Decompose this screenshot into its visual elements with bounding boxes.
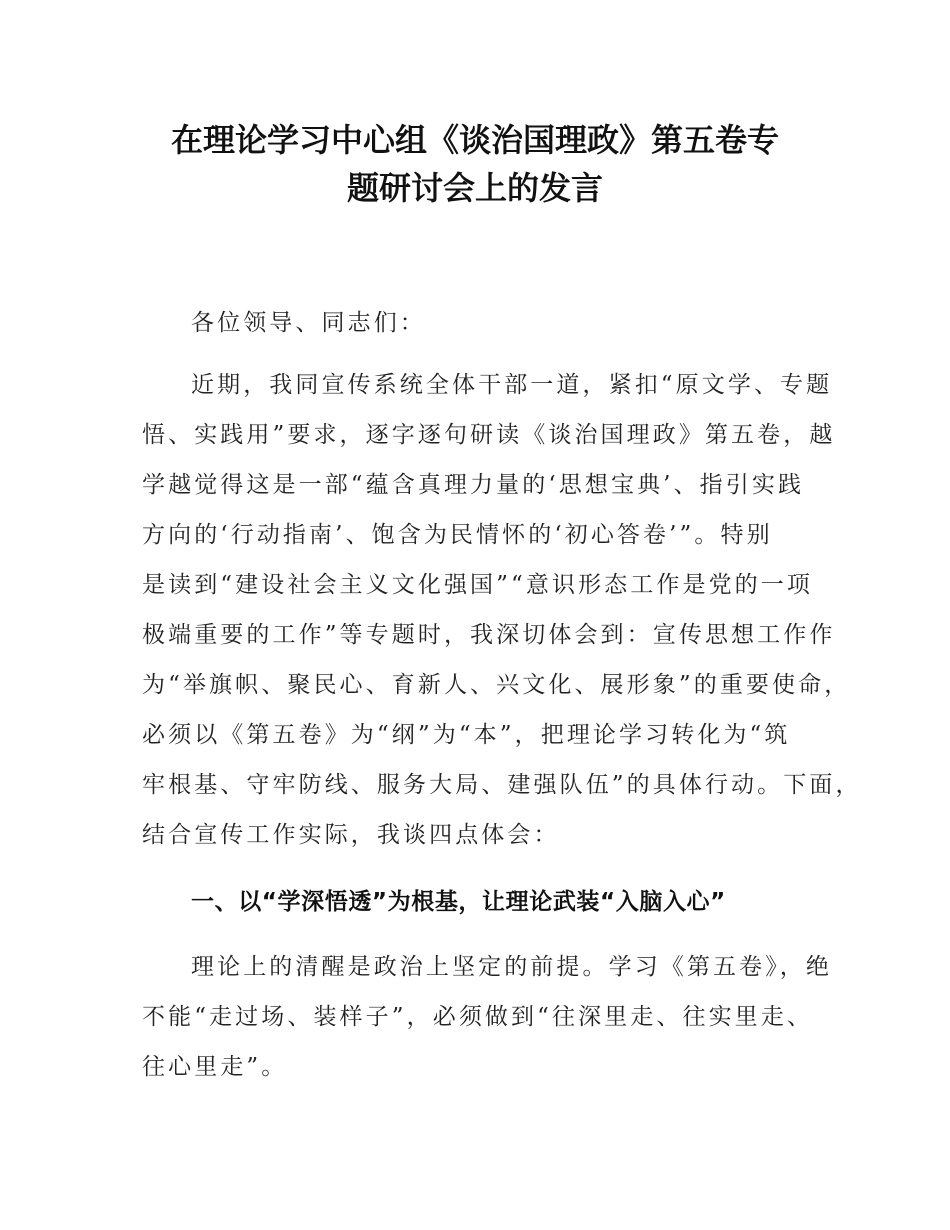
section-1-paragraph-line: 不能“走过场、装样子”，必须做到“往深里走、往实里走、 [142,1004,813,1030]
intro-paragraph-line: 学越觉得这是一部“蕴含真理力量的‘思想宝典’、指引实践 [142,472,805,498]
intro-paragraph-line: 结合宣传工作实际，我谈四点体会： [142,822,560,848]
intro-paragraph-line: 必须以《第五卷》为“纲”为“本”，把理论学习转化为“筑 [142,722,791,748]
intro-paragraph-line: 牢根基、守牢防线、服务大局、建强队伍”的具体行动。下面， [142,772,862,798]
intro-paragraph-line: 为“举旗帜、聚民心、育新人、兴文化、展形象”的重要使命， [142,672,851,698]
intro-paragraph-line: 近期，我同宣传系统全体干部一道，紧扣“原文学、专题 [191,372,833,398]
section-1-paragraph-line: 往心里走”。 [142,1054,288,1080]
intro-paragraph-line: 方向的‘行动指南’、饱含为民情怀的‘初心答卷’”。特别 [142,522,773,548]
intro-paragraph-line: 悟、实践用”要求，逐字逐句研读《谈治国理政》第五卷，越 [142,422,836,448]
intro-paragraph-line: 是读到“建设社会主义文化强国”“意识形态工作是党的一项 [142,572,813,598]
section-1-heading: 一、以“学深悟透”为根基，让理论武装“入脑入心” [191,889,726,915]
document-title-line-1: 在理论学习中心组《谈治国理政》第五卷专 [170,121,779,159]
section-1-paragraph-line: 理论上的清醒是政治上坚定的前提。学习《第五卷》，绝 [191,954,832,980]
document-title-line-2: 题研讨会上的发言 [346,169,603,207]
intro-paragraph-line: 极端重要的工作”等专题时，我深切体会到：宣传思想工作作 [142,622,836,648]
salutation: 各位领导、同志们： [191,310,426,336]
